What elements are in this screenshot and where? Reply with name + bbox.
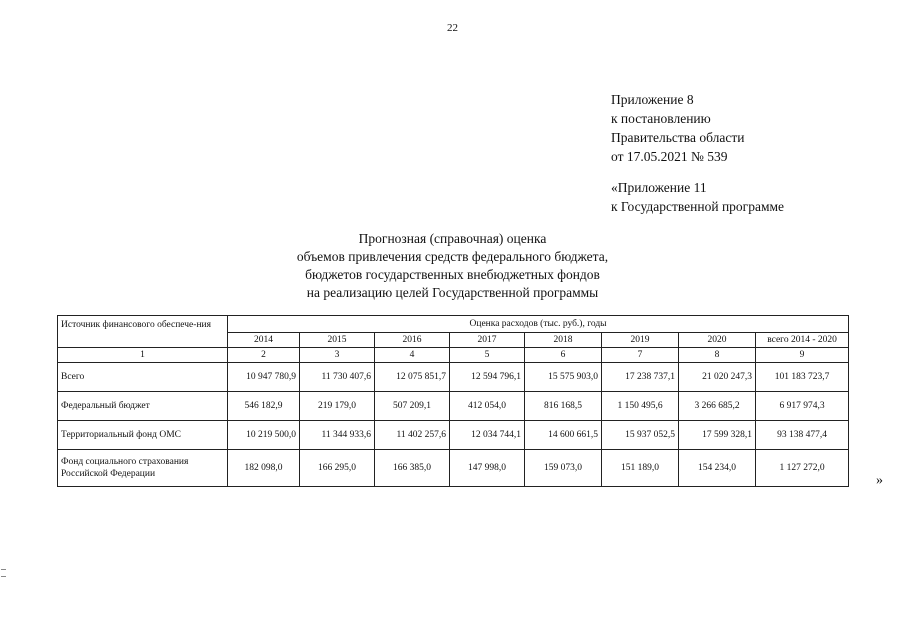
- year-header: 2016: [375, 333, 450, 348]
- table-cell: 151 189,0: [602, 450, 679, 487]
- table-cell-total: 93 138 477,4: [756, 421, 849, 450]
- appendix-line: к постановлению: [611, 111, 711, 126]
- table-cell: 12 034 744,1: [450, 421, 525, 450]
- year-header: 2014: [228, 333, 300, 348]
- table-cell: 21 020 247,3: [679, 363, 756, 392]
- table-cell: 219 179,0: [300, 392, 375, 421]
- table-cell: 11 344 933,6: [300, 421, 375, 450]
- column-number: 9: [756, 348, 849, 363]
- table-row: [58, 392, 849, 421]
- title-line: бюджетов государственных внебюджетных фондов: [305, 267, 600, 282]
- row-label: Территориальный фонд ОМС: [58, 421, 228, 450]
- table-cell: 3 266 685,2: [679, 392, 756, 421]
- table-cell: 182 098,0: [228, 450, 300, 487]
- column-number: 8: [679, 348, 756, 363]
- page-number: 22: [447, 22, 458, 34]
- appendix-line: Приложение 8: [611, 92, 694, 107]
- financing-table: [57, 315, 849, 487]
- table-cell-total: 1 127 272,0: [756, 450, 849, 487]
- table-row: [58, 450, 849, 487]
- table-cell: 17 599 328,1: [679, 421, 756, 450]
- table-cell: 10 219 500,0: [228, 421, 300, 450]
- column-number: 2: [228, 348, 300, 363]
- table-cell: 14 600 661,5: [525, 421, 602, 450]
- table-cell: 507 209,1: [375, 392, 450, 421]
- column-number: 1: [58, 348, 228, 363]
- table-cell: 12 075 851,7: [375, 363, 450, 392]
- title-line: Прогнозная (справочная) оценка: [358, 231, 547, 246]
- year-header: 2019: [602, 333, 679, 348]
- title-line: объемов привлечения средств федерального бюджета,: [296, 249, 609, 264]
- table-cell: 11 402 257,6: [375, 421, 450, 450]
- title-line: на реализацию целей Государственной программы: [306, 285, 599, 300]
- table-cell: 159 073,0: [525, 450, 602, 487]
- closing-quote: »: [876, 473, 883, 488]
- row-label: Фонд социального страхования Российской Федерации: [58, 450, 228, 487]
- table-cell: 15 937 052,5: [602, 421, 679, 450]
- table-cell: 166 295,0: [300, 450, 375, 487]
- table-cell: 1 150 495,6: [602, 392, 679, 421]
- year-header: 2017: [450, 333, 525, 348]
- source-header: Источник финансового обеспече-ния: [58, 316, 228, 348]
- column-number: 4: [375, 348, 450, 363]
- document-title: [0, 230, 905, 302]
- appendix-ref-line: «Приложение 11: [611, 180, 707, 195]
- table-cell: 15 575 903,0: [525, 363, 602, 392]
- table-cell: 154 234,0: [679, 450, 756, 487]
- margin-mark: [1, 569, 6, 577]
- table-cell-total: 6 917 974,3: [756, 392, 849, 421]
- column-number: 7: [602, 348, 679, 363]
- table-cell: 10 947 780,9: [228, 363, 300, 392]
- appendix-reference: [611, 178, 784, 216]
- table-cell: 147 998,0: [450, 450, 525, 487]
- table-row: [58, 363, 849, 392]
- column-number-row: [58, 348, 849, 363]
- appendix-line: от 17.05.2021 № 539: [611, 149, 728, 164]
- table-cell: 12 594 796,1: [450, 363, 525, 392]
- column-number: 6: [525, 348, 602, 363]
- table-cell: 546 182,9: [228, 392, 300, 421]
- table-cell: 17 238 737,1: [602, 363, 679, 392]
- column-number: 3: [300, 348, 375, 363]
- table-cell: 11 730 407,6: [300, 363, 375, 392]
- appendix-note: [611, 90, 744, 166]
- table-row: [58, 421, 849, 450]
- total-header: всего 2014 - 2020: [756, 333, 849, 348]
- table-cell: 816 168,5: [525, 392, 602, 421]
- year-header: 2015: [300, 333, 375, 348]
- table-cell: 412 054,0: [450, 392, 525, 421]
- year-header: 2020: [679, 333, 756, 348]
- table-cell: 166 385,0: [375, 450, 450, 487]
- year-header: 2018: [525, 333, 602, 348]
- row-label: Федеральный бюджет: [58, 392, 228, 421]
- appendix-ref-line: к Государственной программе: [611, 199, 785, 214]
- row-label: Всего: [58, 363, 228, 392]
- column-number: 5: [450, 348, 525, 363]
- estimate-header: Оценка расходов (тыс. руб.), годы: [228, 316, 849, 333]
- appendix-line: Правительства области: [611, 130, 745, 145]
- table-cell-total: 101 183 723,7: [756, 363, 849, 392]
